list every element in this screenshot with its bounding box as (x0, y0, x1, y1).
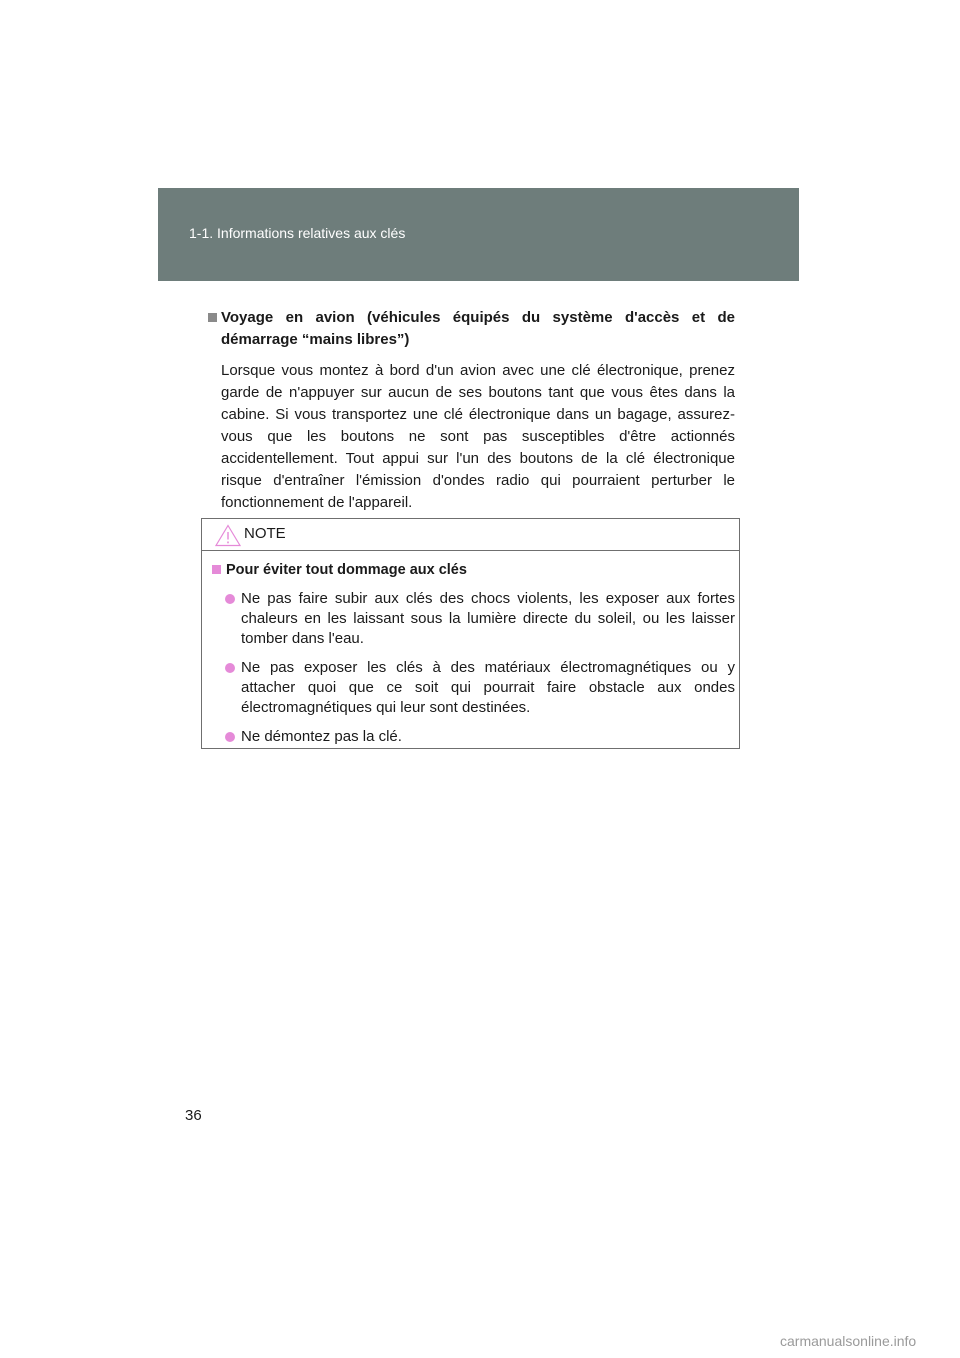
note-heading-text: Pour éviter tout dommage aux clés (226, 562, 467, 578)
warning-triangle-icon (215, 524, 241, 547)
note-bullet (225, 658, 735, 718)
header-band (158, 188, 799, 281)
section-paragraph: Lorsque vous montez à bord d'un avion avec une clé électronique, prenez garde de n'appuyer sur aucun de ses boutons tant que vous êtes dans la cabine. Si vous transportez une clé électronique dans un bagage, assurez-vous que les boutons ne sont pas susceptibles d'être actionnés accidentellement. Tout appui sur l'un des boutons de la clé électronique risque d'entraîner l'émission d'ondes radio qui pourraient perturber le fonctionnement de l'appareil. (221, 362, 735, 511)
square-bullet-icon (212, 565, 221, 574)
note-header (202, 519, 739, 551)
bullet-dot-icon (225, 594, 235, 604)
note-box (201, 518, 740, 749)
note-bullet-text: Ne démontez pas la clé. (241, 728, 402, 745)
bullet-dot-icon (225, 732, 235, 742)
note-bullet (225, 727, 735, 747)
section-label: 1-1. Informations relatives aux clés (189, 225, 406, 241)
note-bullet-text: Ne pas faire subir aux clés des chocs violents, les exposer aux fortes chaleurs en les laissant sous la lumière directe du soleil, ou les laisser tomber dans l'eau. (241, 590, 735, 647)
square-bullet-icon (208, 313, 217, 322)
watermark: carmanualsonline.info (780, 1333, 917, 1349)
note-heading (212, 560, 735, 580)
note-body (212, 560, 735, 747)
note-title: NOTE (244, 525, 286, 542)
note-bullet (225, 589, 735, 649)
content-section (208, 307, 735, 514)
note-bullet-text: Ne pas exposer les clés à des matériaux électromagnétiques ou y attacher quoi que ce soit qui pourrait faire obstacle aux ondes électromagnétiques qui leur sont destinées. (241, 659, 735, 716)
bullet-dot-icon (225, 663, 235, 673)
section-heading-text: Voyage en avion (véhicules équipés du système d'accès et de démarrage “mains libres”) (221, 309, 735, 348)
section-heading (208, 307, 735, 351)
page-number: 36 (185, 1107, 202, 1124)
